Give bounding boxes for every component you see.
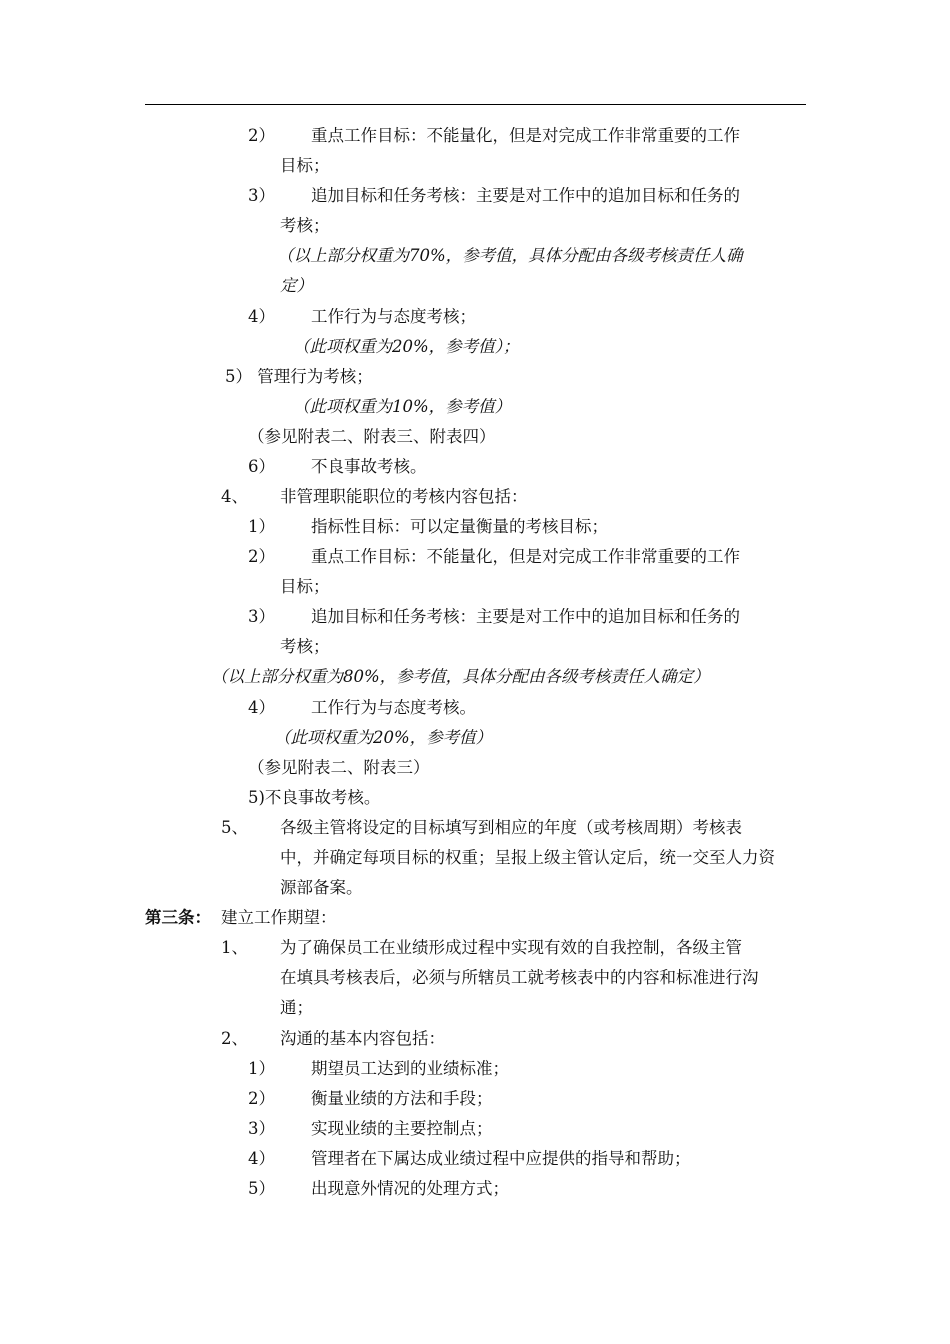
list-item-text: 工作行为与态度考核； xyxy=(311,307,476,326)
article-title: 建立工作期望： xyxy=(221,908,337,927)
list-item-text: 重点工作目标：不能量化，但是对完成工作非常重要的工作 xyxy=(311,547,740,566)
list-number: 3） xyxy=(248,607,275,626)
list-number: 1） xyxy=(248,1059,275,1078)
reference-note: （参见附表二、附表三、附表四） xyxy=(248,427,496,446)
list-item-text: 实现业绩的主要控制点； xyxy=(311,1119,493,1138)
list-number: 5） xyxy=(248,1179,275,1198)
list-item-text: 5） 管理行为考核； xyxy=(225,367,373,386)
list-number: 3） xyxy=(248,186,275,205)
weight-note: （以上部分权重为70%，参考值，具体分配由各级考核责任人确 xyxy=(277,246,743,265)
list-item-text: 各级主管将设定的目标填写到相应的年度（或考核周期）考核表 xyxy=(280,818,742,837)
list-number: 3） xyxy=(248,1119,275,1138)
weight-note: （以上部分权重为80%，参考值，具体分配由各级考核责任人确定） xyxy=(211,667,710,686)
list-number: 4） xyxy=(248,307,275,326)
list-item-text: 衡量业绩的方法和手段； xyxy=(311,1089,493,1108)
list-item-text: 考核； xyxy=(280,216,330,235)
list-item-text: 为了确保员工在业绩形成过程中实现有效的自我控制，各级主管 xyxy=(280,938,742,957)
list-item-text: 目标； xyxy=(280,156,330,175)
list-number: 2） xyxy=(248,126,275,145)
list-item-text: 管理者在下属达成业绩过程中应提供的指导和帮助； xyxy=(311,1149,691,1168)
list-number: 5、 xyxy=(221,818,248,837)
list-number: 1） xyxy=(248,517,275,536)
list-number: 1、 xyxy=(221,938,248,957)
reference-note: （参见附表二、附表三） xyxy=(248,758,430,777)
weight-note: （此项权重为10%，参考值） xyxy=(293,397,512,416)
list-item-text: 5)不良事故考核。 xyxy=(248,788,381,807)
list-item-text: 在填具考核表后，必须与所辖员工就考核表中的内容和标准进行沟 xyxy=(280,968,759,987)
list-item-text: 考核； xyxy=(280,637,330,656)
list-item-text: 沟通的基本内容包括： xyxy=(280,1029,445,1048)
list-item-text: 通； xyxy=(280,998,313,1017)
list-number: 2） xyxy=(248,1089,275,1108)
list-item-text: 中，并确定每项目标的权重；呈报上级主管认定后，统一交至人力资 xyxy=(280,848,775,867)
list-item-text: 非管理职能职位的考核内容包括： xyxy=(280,487,528,506)
list-number: 6） xyxy=(248,457,275,476)
list-item-text: 追加目标和任务考核：主要是对工作中的追加目标和任务的 xyxy=(311,607,740,626)
list-item-text: 追加目标和任务考核：主要是对工作中的追加目标和任务的 xyxy=(311,186,740,205)
list-number: 2） xyxy=(248,547,275,566)
list-number: 4） xyxy=(248,698,275,717)
weight-note: （此项权重为20%，参考值） xyxy=(274,728,493,747)
list-number: 4） xyxy=(248,1149,275,1168)
list-item-text: 重点工作目标：不能量化，但是对完成工作非常重要的工作 xyxy=(311,126,740,145)
list-item-text: 目标； xyxy=(280,577,330,596)
list-item-text: 源部备案。 xyxy=(280,878,363,897)
weight-note: 定） xyxy=(280,276,313,295)
weight-note: （此项权重为20%，参考值）； xyxy=(293,337,520,356)
list-item-text: 期望员工达到的业绩标准； xyxy=(311,1059,509,1078)
list-number: 4、 xyxy=(221,487,248,506)
list-item-text: 指标性目标：可以定量衡量的考核目标； xyxy=(311,517,608,536)
list-item-text: 工作行为与态度考核。 xyxy=(311,698,476,717)
list-item-text: 不良事故考核。 xyxy=(311,457,427,476)
header-rule xyxy=(145,104,806,105)
list-number: 2、 xyxy=(221,1029,248,1048)
list-item-text: 出现意外情况的处理方式； xyxy=(311,1179,509,1198)
article-label: 第三条： xyxy=(145,908,211,927)
